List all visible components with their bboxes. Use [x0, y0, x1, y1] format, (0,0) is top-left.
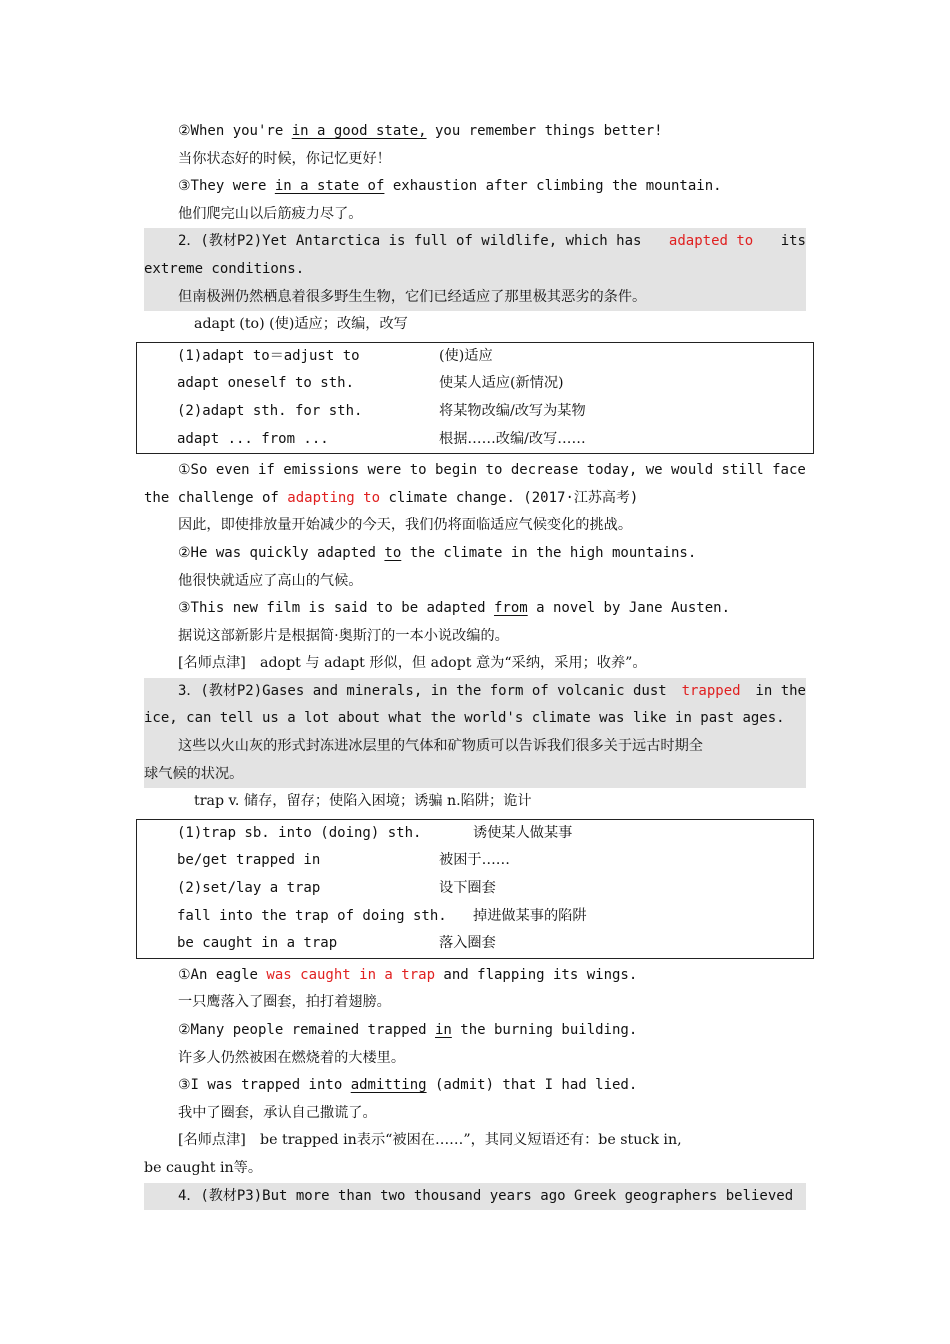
textbook-sentence: 3．(教材P2)Gases and minerals, in the form of volcanic dust trapped in the — [144, 678, 806, 706]
phrase-meaning: 诱使某人做某事 — [473, 824, 573, 841]
phrase-meaning: 落入圈套 — [439, 935, 496, 952]
phrase-meaning: 被困于…… — [439, 852, 510, 869]
example-translation: 我中了圈套，承认自己撒谎了。 — [178, 1104, 377, 1121]
example-sentence: ③This new film is said to be adapted from a novel by Jane Austen. — [178, 600, 730, 617]
example-sentence: ②He was quickly adapted to the climate in the high mountains. — [178, 544, 697, 561]
textbook-sentence: 2．(教材P2)Yet Antarctica is full of wildlife, which has adapted to its — [144, 228, 806, 256]
phrase: (1)trap sb. into (doing) sth. — [177, 824, 422, 841]
teacher-tip: [名师点津] adopt 与 adapt 形似，但 adopt 意为“采纳，采用；收养”。 — [178, 655, 647, 672]
phrase-meaning: 将某物改编/改写为某物 — [439, 402, 586, 419]
teacher-tip: [名师点津] be trapped in表示“被困在……”，其同义短语还有：be stuck in, — [178, 1132, 682, 1149]
phrase: be/get trapped in — [177, 852, 321, 869]
textbook-sentence-cont: ice, can tell us a lot about what the world's climate was like in past ages. — [144, 705, 806, 733]
textbook-sentence-cont: extreme conditions. — [144, 256, 806, 284]
phrase: adapt oneself to sth. — [177, 375, 355, 392]
phrase-table — [136, 342, 814, 454]
phrase-meaning: 设下圈套 — [439, 880, 496, 897]
phrase-meaning: 根据……改编/改写…… — [439, 430, 586, 447]
word-entry: trap v. 储存，留存；使陷入困境；诱骗 n.陷阱；诡计 — [194, 793, 532, 810]
example-translation: 因此，即使排放量开始减少的今天，我们仍将面临适应气候变化的挑战。 — [178, 517, 633, 534]
example-translation: 当你状态好的时候，你记忆更好！ — [178, 150, 391, 167]
example-sentence: ③I was trapped into admitting (admit) that I had lied. — [178, 1077, 638, 1094]
phrase-meaning: 掉进做某事的陷阱 — [473, 907, 587, 924]
example-translation: 据说这部新影片是根据简·奥斯汀的一本小说改编的。 — [178, 627, 509, 644]
example-sentence: ②When you're in a good state, you remember things better! — [178, 123, 663, 139]
example-translation: 一只鹰落入了圈套，拍打着翅膀。 — [178, 994, 391, 1011]
phrase: adapt ... from ... — [177, 430, 329, 447]
phrase: (2)adapt sth. for sth. — [177, 402, 363, 419]
example-sentence: ①An eagle was caught in a trap and flapping its wings. — [178, 966, 638, 983]
phrase-meaning: 使某人适应(新情况) — [439, 375, 564, 392]
textbook-translation: 这些以火山灰的形式封冻进冰层里的气体和矿物质可以告诉我们很多关于远古时期全 — [144, 733, 806, 761]
textbook-translation: 但南极洲仍然栖息着很多野生生物，它们已经适应了那里极其恶劣的条件。 — [144, 284, 806, 312]
example-sentence-cont: the challenge of adapting to climate change. (2017·江苏高考) — [144, 489, 639, 506]
example-sentence: ②Many people remained trapped in the burning building. — [178, 1022, 638, 1038]
document-page — [144, 118, 806, 1210]
example-translation: 他很快就适应了高山的气候。 — [178, 572, 363, 589]
example-translation: 许多人仍然被困在燃烧着的大楼里。 — [178, 1049, 406, 1066]
example-translation: 他们爬完山以后筋疲力尽了。 — [178, 205, 363, 222]
example-sentence: ③They were in a state of exhaustion after climbing the mountain. — [178, 178, 722, 195]
phrase: be caught in a trap — [177, 935, 338, 952]
textbook-translation-cont: 球气候的状况。 — [144, 761, 806, 789]
textbook-sentence: 4．(教材P3)But more than two thousand years ago Greek geographers believed — [144, 1183, 806, 1211]
phrase: fall into the trap of doing sth. — [177, 907, 447, 924]
phrase-table — [136, 819, 814, 959]
phrase: (1)adapt to＝adjust to — [177, 347, 360, 364]
phrase: (2)set/lay a trap — [177, 880, 321, 897]
teacher-tip-cont: be caught in等。 — [144, 1159, 263, 1176]
example-sentence: ①So even if emissions were to begin to decrease today, we would still face — [178, 462, 806, 479]
word-entry: adapt (to) (使)适应；改编，改写 — [194, 316, 408, 333]
phrase-meaning: (使)适应 — [439, 347, 493, 364]
